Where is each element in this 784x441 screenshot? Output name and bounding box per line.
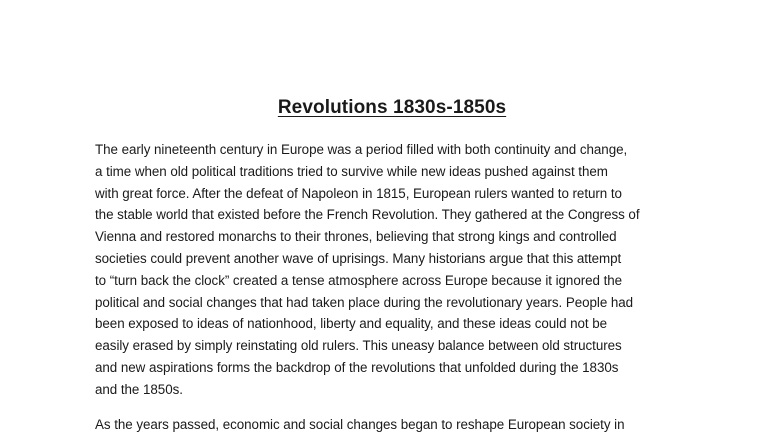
paragraph-line: easily erased by simply reinstating old rulers. This uneasy balance between old structures <box>95 338 622 354</box>
paragraph-line: and new aspirations forms the backdrop of the revolutions that unfolded during the 1830s <box>95 359 619 375</box>
paragraph-line: the stable world that existed before the French Revolution. They gathered at the Congress of <box>95 207 640 223</box>
paragraph-2 <box>95 414 695 436</box>
paragraph-line: societies could prevent another wave of uprisings. Many historians argue that this attempt <box>95 250 622 266</box>
paragraph-line: The early nineteenth century in Europe was a period filled with both continuity and change, <box>95 142 628 157</box>
paragraph-1 <box>95 139 695 401</box>
paragraph-line: Vienna and restored monarchs to their thrones, believing that strong kings and controlled <box>95 229 617 245</box>
paragraph-line: a time when old political traditions tried to survive while new ideas pushed against them <box>95 163 608 179</box>
paragraph-line: to “turn back the clock” created a tense atmosphere across Europe because it ignored the <box>95 272 623 288</box>
paragraph-line: with great force. After the defeat of Napoleon in 1815, European rulers wanted to return to <box>95 185 622 201</box>
paragraph-line: political and social changes that had taken place during the revolutionary years. People had <box>95 294 634 310</box>
paragraph-line: been exposed to ideas of nationhood, liberty and equality, and these ideas could not be <box>95 316 608 332</box>
paragraph-line: and the 1850s. <box>95 381 183 397</box>
paragraph-line: As the years passed, economic and social changes began to reshape European society in <box>95 417 625 432</box>
document-title: Revolutions 1830s-1850s <box>277 97 507 118</box>
